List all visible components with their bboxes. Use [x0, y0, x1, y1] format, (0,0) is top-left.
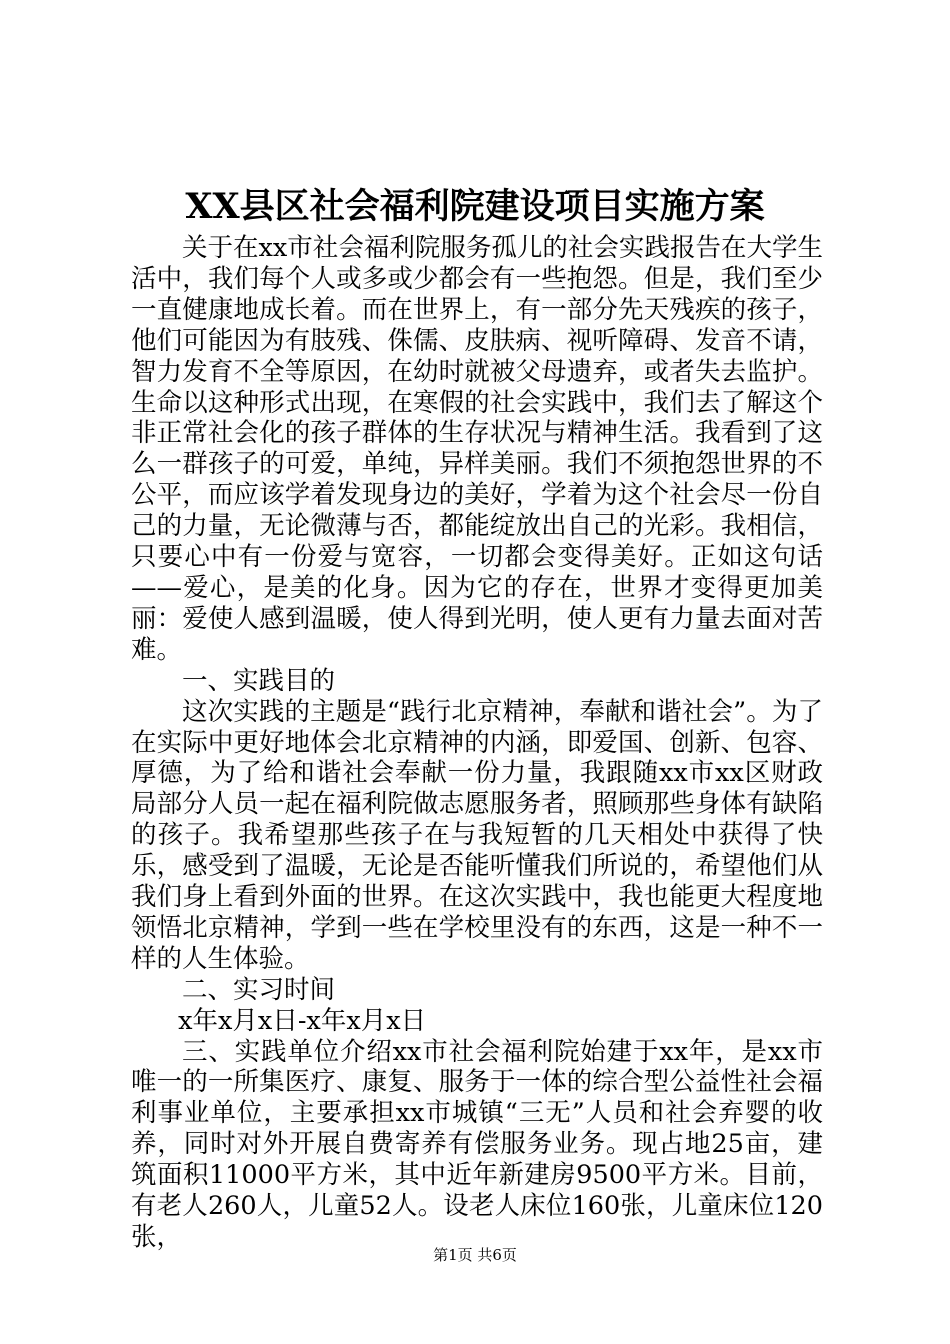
document-title: XX县区社会福利院建设项目实施方案	[185, 186, 765, 227]
page-footer: 第1页 共6页	[433, 1246, 517, 1264]
document-body	[131, 233, 823, 1253]
paragraph-intro: 关于在xx市社会福利院服务孤儿的社会实践报告在大学生活中，我们每个人或多或少都会有一些抱怨。但是，我们至少一直健康地成长着。而在世界上，有一部分先天残疾的孩子，他们可能因为有肢残、侏儒、皮肤病、视听障碍、发音不请，智力发育不全等原因，在幼时就被父母遗弃，或者失去监护。生命以这种形式出现，在寒假的社会实践中，我们去了解这个非正常社会化的孩子群体的生存状况与精神生活。我看到了这么一群孩子的可爱，单纯，异样美丽。我们不须抱怨世界的不公平，而应该学着发现身边的美好，学着为这个社会尽一份自己的力量，无论微薄与否，都能绽放出自己的光彩。我相信，只要心中有一份爱与宽容，一切都会变得美好。正如这句话——爱心，是美的化身。因为它的存在，世界才变得更加美丽：爱使人感到温暖，使人得到光明，使人更有力量去面对苦难。	[131, 233, 823, 665]
section-heading-purpose: 一、实践目的	[182, 665, 336, 696]
paragraph-unit-intro: 三、实践单位介绍xx市社会福利院始建于xx年，是xx市唯一的一所集医疗、康复、服务于一体的综合型公益性社会福利事业单位，主要承担xx市城镇“三无”人员和社会弃婴的收养，同时对外开展自费寄养有偿服务业务。现占地25亩，建筑面积11000平方米，其中近年新建房9500平方米。目前，有老人260人，儿童52人。设老人床位160张，儿童床位120张，	[131, 1036, 823, 1252]
practice-dates: x年x月x日-x年x月x日	[178, 1005, 427, 1036]
paragraph-purpose: 这次实践的主题是“践行北京精神，奉献和谐社会”。为了在实际中更好地体会北京精神的内涵，即爱国、创新、包容、厚德，为了给和谐社会奉献一份力量，我跟随xx市xx区财政局部分人员一起在福利院做志愿服务者，照顾那些身体有缺陷的孩子。我希望那些孩子在与我短暂的几天相处中获得了快乐，感受到了温暖，无论是否能听懂我们所说的，希望他们从我们身上看到外面的世界。在这次实践中，我也能更大程度地领悟北京精神，学到一些在学校里没有的东西，这是一种不一样的人生体验。	[131, 696, 823, 974]
section-heading-time: 二、实习时间	[182, 974, 336, 1005]
